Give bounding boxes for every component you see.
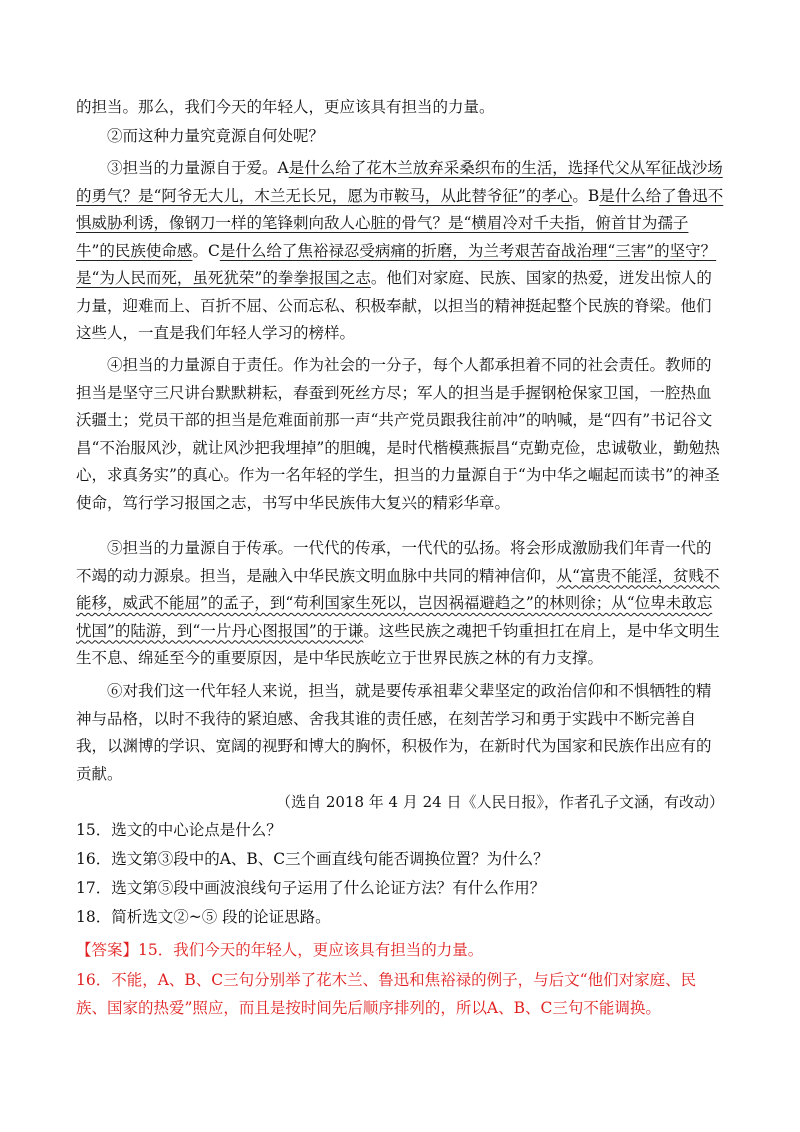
paragraph-1-tail: 的担当。那么，我们今天的年轻人，更应该具有担当的力量。 xyxy=(76,98,495,116)
answer-15-text: 15．我们今天的年轻人，更应该具有担当的力量。 xyxy=(138,941,484,959)
underlined-sentence-c: 是什么给了焦裕禄忍受病痛的折磨，为兰考艰苦奋战治理“三害”的坚守？是“为人民而死，虽死犹荣”的拳拳报国之志 xyxy=(76,241,717,287)
p3-rest: 。他们对家庭、民族、国家的热爱，迸发出惊人的力量，迎难而上、百折不屈、公而忘私、积极奉献，以担当的精神挺起整个民族的脊梁。他们这些人，一直是我们年轻人学习的榜样。 xyxy=(76,269,712,342)
p5-intro: ⑤担当的力量源自于传承。一代代的传承，一代代的弘扬。将会形成激励我们年青一代的不竭的动力源泉。担当，是融入中华民族文明血脉中共同的精神信仰， xyxy=(76,539,712,585)
answer-15 xyxy=(76,936,724,964)
paragraph-6: ⑥对我们这一代年轻人来说，担当，就是要传承祖辈父辈坚定的政治信仰和不惧牺牲的精神与品格，以时不我待的紧迫感、舍我其谁的责任感，在刻苦学习和勇于实践中不断完善自我，以渊博的学识、宽阔的视野和博大的胸怀，积极作为，在新时代为国家和民族作出应有的贡献。 xyxy=(76,682,712,783)
p3-sep-c: 。C xyxy=(192,241,220,260)
answer-16: 16．不能，A、B、C三句分别举了花木兰、鲁迅和焦裕禄的例子，与后文“他们对家庭、民族、国家的热爱”照应，而且是按时间先后顺序排列的，所以A、B、C三句不能调换。 xyxy=(76,971,697,1017)
underlined-sentence-a: 是什么给了花木兰放弃采桑织布的生活，选择代父从军征战沙场的勇气？是“阿爷无大儿，木兰无长兄，愿为市鞍马，从此替爷征”的孝心 xyxy=(76,159,723,205)
paragraph-3 xyxy=(76,155,724,348)
question-17: 17．选文第⑤段中画波浪线句子运用了什么论证方法？有什么作用？ xyxy=(76,879,546,897)
wavy-underlined-sentence: 从“富贵不能淫，贫贱不能移，威武不能屈”的孟子，到“苟利国家生死以，岂因祸福避趋之”的林则徐；从“位卑未敢忘忧国”的陆游，到“一片丹心图报国”的于谦 xyxy=(76,566,720,640)
question-15: 15．选文的中心论点是什么？ xyxy=(76,821,282,839)
question-18: 18．简析选文②~⑤ 段的论证思路。 xyxy=(76,908,331,926)
answer-tag: 【答案】 xyxy=(76,941,139,959)
paragraph-4: ④担当的力量源自于责任。作为社会的一分子，每个人都承担着不同的社会责任。教师的担当是坚守三尺讲台默默耕耘，春蚕到死丝方尽；军人的担当是手握钢枪保家卫国，一腔热血沃疆土；党员干部的担当是危难面前那一声“共产党员跟我往前冲”的呐喊，是“四有”书记谷文昌“不治服风沙，就让风沙把我埋掉”的胆魄，是时代楷模燕振昌“克勤克俭，忠诚敬业，勤勉热心，求真务实”的真心。作为一名年轻的学生，担当的力量源自于“为中华之崛起而读书”的神圣使命，笃行学习报国之志，书写中华民族伟大复兴的精彩华章。 xyxy=(76,356,720,512)
source-citation: （选自 2018 年 4 月 24 日《人民日报》，作者孔子文涵，有改动） xyxy=(276,793,724,811)
paragraph-5 xyxy=(76,535,724,673)
question-16: 16．选文第③段中的A、B、C三个画直线句能否调换位置？为什么？ xyxy=(76,850,549,868)
underlined-sentence-b: 是什么给了鲁迅不惧威胁利诱，像钢刀一样的笔锋刺向敌人心脏的骨气？是“横眉冷对千夫指，俯首甘为孺子牛”的民族使命感 xyxy=(76,186,724,260)
p5-rest: 。这些民族之魂把千钧重担扛在肩上，是中华文明生生不息、绵延至今的重要原因，是中华民族屹立于世界民族之林的有力支撑。 xyxy=(76,621,720,667)
p3-intro: ③担当的力量源自于爱。A xyxy=(107,159,289,177)
paragraph-2: ②而这种力量究竟源自何处呢？ xyxy=(107,127,325,145)
p3-sep-b: 。B xyxy=(572,186,600,205)
